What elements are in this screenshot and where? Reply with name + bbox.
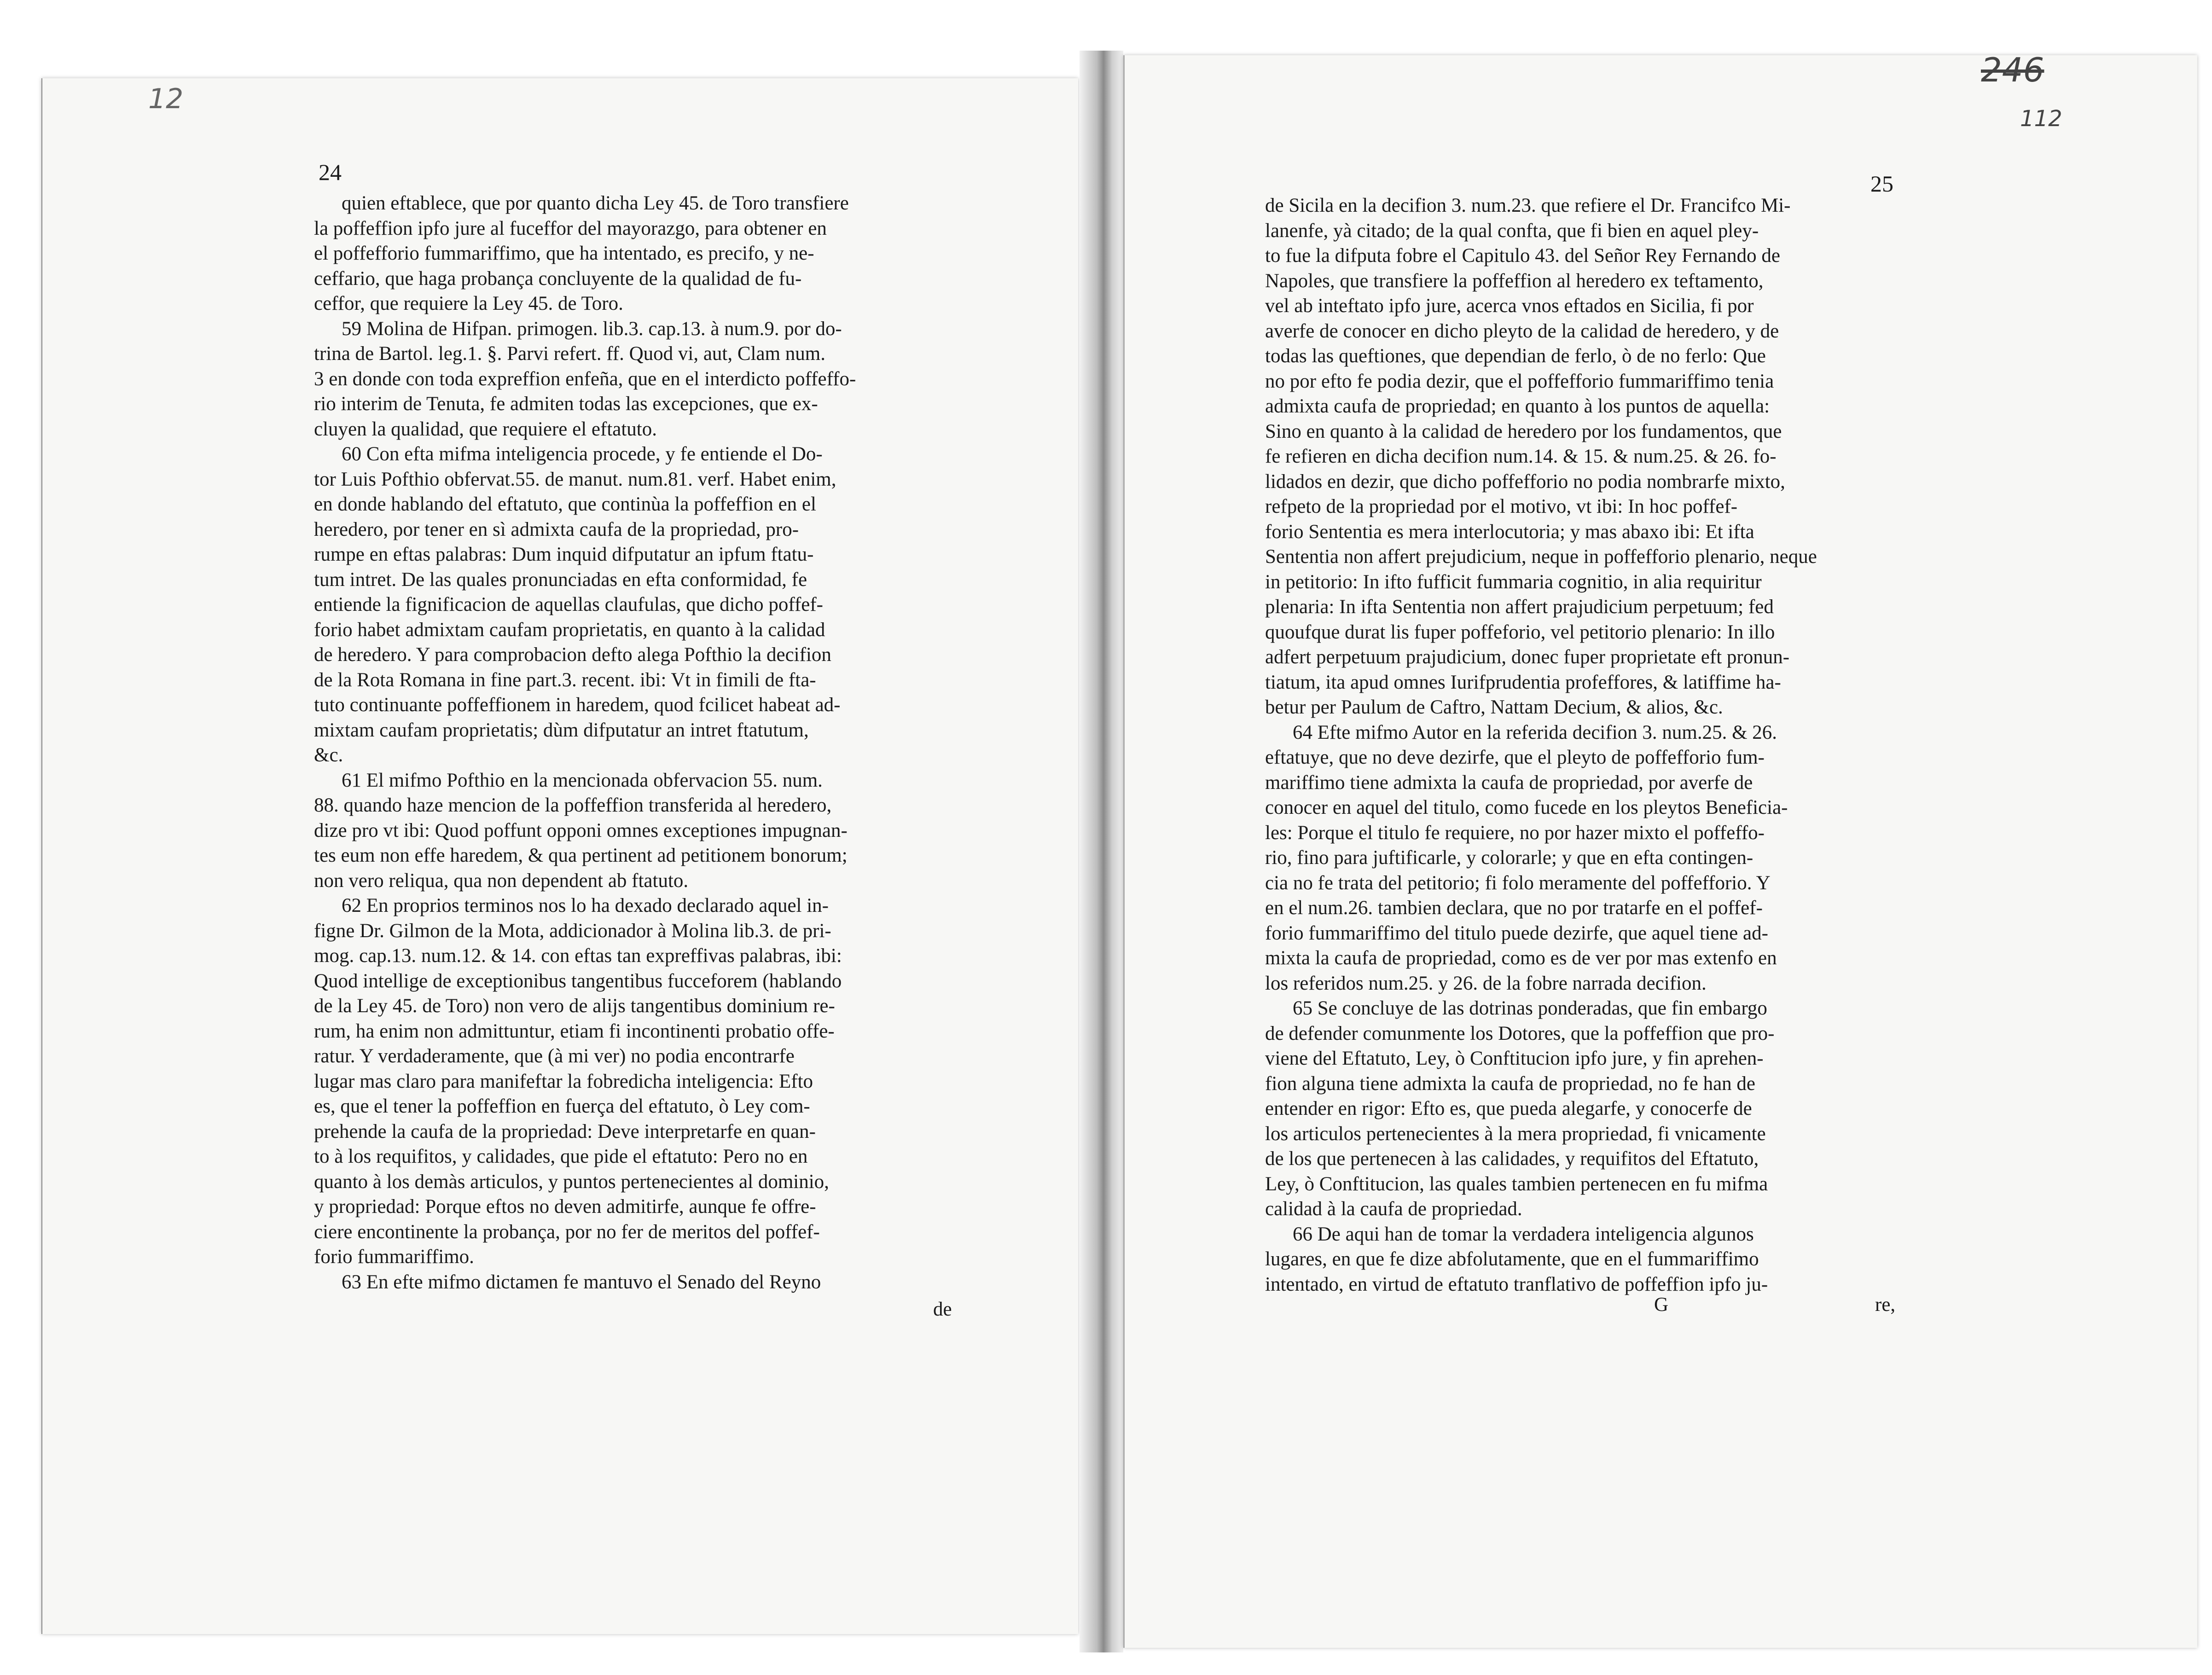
- left-page-text: [314, 191, 1009, 1295]
- folio-number: 112: [2020, 106, 2062, 132]
- text-line: el poffefforio fummariffimo, que ha intentado, es precifo, y ne-: [314, 243, 814, 264]
- page-number: 25: [1870, 171, 1893, 197]
- text-line: quanto à los demàs articulos, y puntos pertenecientes al dominio,: [314, 1171, 829, 1193]
- corner-mark: 12: [148, 83, 184, 115]
- text-line: fion alguna tiene admixta la caufa de propriedad, no fe han de: [1265, 1072, 1755, 1095]
- text-line: de Sicila en la decifion 3. num.23. que refiere el Dr. Francifco Mi-: [1265, 195, 1791, 216]
- text-line: en donde hablando del eftatuto, que continùa la poffeffion en el: [314, 493, 816, 515]
- catchword: de: [933, 1298, 952, 1320]
- text-line: Quod intellige de exceptionibus tangentibus fucceforem (hablando: [314, 970, 842, 992]
- signature-mark: G: [1654, 1294, 1669, 1316]
- text-line: ciere encontinente la probança, por no fer de meritos del poffef-: [314, 1221, 820, 1243]
- text-line: to à los requifitos, y calidades, que pide el eftatuto: Pero no en: [314, 1146, 808, 1167]
- text-line: en el num.26. tambien declara, que no por tratarfe en el poffef-: [1265, 897, 1763, 919]
- text-line: no por efto fe podia dezir, que el poffefforio fummariffimo tenia: [1265, 370, 1774, 392]
- text-line: es, que el tener la poffeffion en fuerça del eftatuto, ò Ley com-: [314, 1095, 810, 1117]
- text-line: de defender comunmente los Dotores, que la poffeffion que pro-: [1265, 1022, 1775, 1044]
- text-line: rio interim de Tenuta, fe admiten todas las excepciones, que ex-: [314, 393, 818, 415]
- text-line: betur per Paulum de Caftro, Nattam Decium, & alios, &c.: [1265, 696, 1723, 718]
- text-line: mog. cap.13. num.12. & 14. con eftas tan expreffivas palabras, ibi:: [314, 945, 842, 967]
- folio-mark: 246: [1981, 51, 2044, 89]
- text-line: quien eftablece, que por quanto dicha Ley 45. de Toro transfiere: [342, 192, 849, 214]
- text-line: cia no fe trata del petitorio; fi folo meramente del poffefforio. Y: [1265, 872, 1771, 894]
- text-line: dize pro vt ibi: Quod poffunt opponi omnes exceptiones impugnan-: [314, 819, 848, 841]
- text-line: vel ab inteftato ipfo jure, acerca vnos eftados en Sicilia, fi por: [1265, 295, 1754, 317]
- text-line: tuto continuante poffeffionem in haredem, quod fcilicet habeat ad-: [314, 694, 841, 716]
- text-line: refpeto de la propriedad por el motivo, vt ibi: In hoc poffef-: [1265, 496, 1738, 517]
- text-line: entiende la fignificacion de aquellas claufulas, que dicho poffef-: [314, 594, 823, 615]
- text-line: ceffario, que haga probança concluyente de la qualidad de fu-: [314, 267, 802, 290]
- text-line: conocer en aquel del titulo, como fucede en los pleytos Beneficia-: [1265, 797, 1788, 818]
- left-page: [41, 78, 1078, 1634]
- text-line: admixta caufa de propriedad; en quanto à los puntos de aquella:: [1265, 395, 1770, 417]
- text-line: calidad à la caufa de propriedad.: [1265, 1198, 1522, 1220]
- text-line: rio, fino para juftificarle, y colorarle; y que en efta contingen-: [1265, 847, 1753, 869]
- text-line: 63 En efte mifmo dictamen fe mantuvo el Senado del Reyno: [342, 1271, 821, 1293]
- text-line: Ley, ò Conftitucion, las quales tambien pertenecen en fu mifma: [1265, 1173, 1768, 1195]
- text-line: prehende la caufa de la propriedad: Deve interpretarfe en quan-: [314, 1120, 816, 1142]
- text-line: 88. quando haze mencion de la poffeffion transferida al heredero,: [314, 794, 832, 816]
- text-line: quoufque durat lis fuper poffeforio, vel petitorio plenario: In illo: [1265, 621, 1775, 643]
- text-line: forio fummariffimo del titulo puede dezirfe, que aquel tiene ad-: [1265, 922, 1768, 944]
- text-line: forio Sententia es mera interlocutoria; y mas abaxo ibi: Et ifta: [1265, 521, 1754, 543]
- text-line: tiatum, ita apud omnes Iurifprudentia profeffores, & latiffime ha-: [1265, 671, 1781, 693]
- text-line: de la Ley 45. de Toro) non vero de alijs tangentibus dominium re-: [314, 995, 835, 1017]
- text-line: lanenfe, yà citado; de la qual confta, que fi bien en aquel pley-: [1265, 220, 1759, 242]
- text-line: fe refieren en dicha decifion num.14. & 15. & num.25. & 26. fo-: [1265, 446, 1777, 467]
- text-line: forio habet admixtam caufam proprietatis, en quanto à la calidad: [314, 619, 825, 641]
- text-line: lugar mas claro para manifeftar la fobredicha inteligencia: Efto: [314, 1070, 813, 1092]
- text-line: rumpe en eftas palabras: Dum inquid difputatur an ipfum ftatu-: [314, 544, 814, 565]
- text-line: mariffimo tiene admixta la caufa de propriedad, por averfe de: [1265, 771, 1753, 794]
- text-line: lugares, en que fe dize abfolutamente, que en el fummariffimo: [1265, 1248, 1759, 1270]
- text-line: tum intret. De las quales pronunciadas en efta conformidad, fe: [314, 568, 807, 591]
- catchword: re,: [1875, 1294, 1896, 1316]
- text-line: 59 Molina de Hifpan. primogen. lib.3. cap.13. à num.9. por do-: [342, 318, 842, 340]
- text-line: lidados en dezir, que dicho poffefforio no podia nombrarfe mixto,: [1265, 470, 1785, 493]
- book-gutter: [1080, 51, 1123, 1652]
- text-line: los referidos num.25. y 26. de la fobre narrada decifion.: [1265, 972, 1707, 994]
- text-line: todas las queftiones, que dependian de ferlo, ò de no ferlo: Que: [1265, 345, 1766, 367]
- text-line: y propriedad: Porque eftos no deven admitirfe, aunque fe offre-: [314, 1196, 816, 1217]
- text-line: adfert perpetuum prajudicium, donec fuper proprietate eft pronun-: [1265, 646, 1790, 668]
- text-line: 66 De aqui han de tomar la verdadera inteligencia algunos: [1293, 1223, 1754, 1245]
- text-line: to fue la difputa fobre el Capitulo 43. del Señor Rey Fernando de: [1265, 245, 1780, 267]
- text-line: &c.: [314, 744, 343, 766]
- text-line: de heredero. Y para comprobacion defto alega Pofthio la decifion: [314, 644, 831, 666]
- text-line: 60 Con efta mifma inteligencia procede, y fe entiende el Do-: [342, 443, 823, 465]
- text-line: 3 en donde con toda expreffion enfeña, que en el interdicto poffeffo-: [314, 368, 856, 390]
- text-line: entender en rigor: Efto es, que pueda alegarfe, y conocerfe de: [1265, 1098, 1752, 1119]
- text-line: rum, ha enim non admittuntur, etiam fi incontinenti probatio offe-: [314, 1020, 835, 1042]
- text-line: heredero, por tener en sì admixta caufa de la propriedad, pro-: [314, 518, 799, 540]
- text-line: figne Dr. Gilmon de la Mota, addicionador à Molina lib.3. de pri-: [314, 920, 831, 942]
- right-page: [1123, 51, 2197, 1648]
- text-line: Sententia non affert prejudicium, neque in poffefforio plenario, neque: [1265, 546, 1817, 568]
- text-line: les: Porque el titulo fe requiere, no por hazer mixto el poffeffo-: [1265, 822, 1765, 844]
- text-line: plenaria: In ifta Sententia non affert prajudicium perpetuum; fed: [1265, 596, 1774, 618]
- text-line: de la Rota Romana in fine part.3. recent. ibi: Vt in fimili de fta-: [314, 669, 816, 691]
- text-line: ratur. Y verdaderamente, que (à mi ver) no podia encontrarfe: [314, 1045, 795, 1067]
- text-line: Napoles, que transfiere la poffeffion al heredero ex teftamento,: [1265, 270, 1764, 292]
- text-line: mixtam caufam proprietatis; dùm difputatur an intret ftatutum,: [314, 719, 809, 741]
- text-line: eftatuye, que no deve dezirfe, que el pleyto de poffefforio fum-: [1265, 747, 1765, 768]
- text-line: 61 El mifmo Pofthio en la mencionada obfervacion 55. num.: [342, 769, 823, 791]
- text-line: ceffor, que requiere la Ley 45. de Toro.: [314, 293, 623, 314]
- text-line: la poffeffion ipfo jure al fuceffor del mayorazgo, para obtener en: [314, 217, 827, 239]
- text-line: cluyen la qualidad, que requiere el eftatuto.: [314, 418, 657, 440]
- text-line: in petitorio: In ifto fufficit fummaria cognitio, in alia requiritur: [1265, 571, 1762, 593]
- text-line: 65 Se concluye de las dotrinas ponderadas, que fin embargo: [1293, 997, 1767, 1019]
- text-line: averfe de conocer en dicho pleyto de la calidad de heredero, y de: [1265, 320, 1779, 342]
- text-line: intentado, en virtud de eftatuto tranflativo de poffeffion ipfo ju-: [1265, 1273, 1768, 1295]
- right-page-text: [1265, 193, 1928, 1297]
- page-number: 24: [319, 159, 342, 185]
- text-line: de los que pertenecen à las calidades, y requifitos del Eftatuto,: [1265, 1148, 1759, 1170]
- text-line: tes eum non effe haredem, & qua pertinent ad petitionem bonorum;: [314, 845, 848, 866]
- text-line: 64 Efte mifmo Autor en la referida decifion 3. num.25. & 26.: [1293, 721, 1777, 743]
- text-line: Sino en quanto à la calidad de heredero por los fundamentos, que: [1265, 420, 1782, 442]
- text-line: forio fummariffimo.: [314, 1246, 474, 1268]
- text-line: non vero reliqua, qua non dependent ab ftatuto.: [314, 869, 689, 892]
- text-line: 62 En proprios terminos nos lo ha dexado declarado aquel in-: [342, 895, 829, 916]
- text-line: los articulos pertenecientes à la mera propriedad, fi vnicamente: [1265, 1123, 1766, 1145]
- text-line: trina de Bartol. leg.1. §. Parvi refert. ff. Quod vi, aut, Clam num.: [314, 343, 825, 365]
- text-line: tor Luis Pofthio obfervat.55. de manut. num.81. verf. Habet enim,: [314, 468, 836, 490]
- text-line: mixta la caufa de propriedad, como es de ver por mas extenfo en: [1265, 947, 1777, 969]
- text-line: viene del Eftatuto, Ley, ò Conftitucion ipfo jure, y fin aprehen-: [1265, 1048, 1764, 1069]
